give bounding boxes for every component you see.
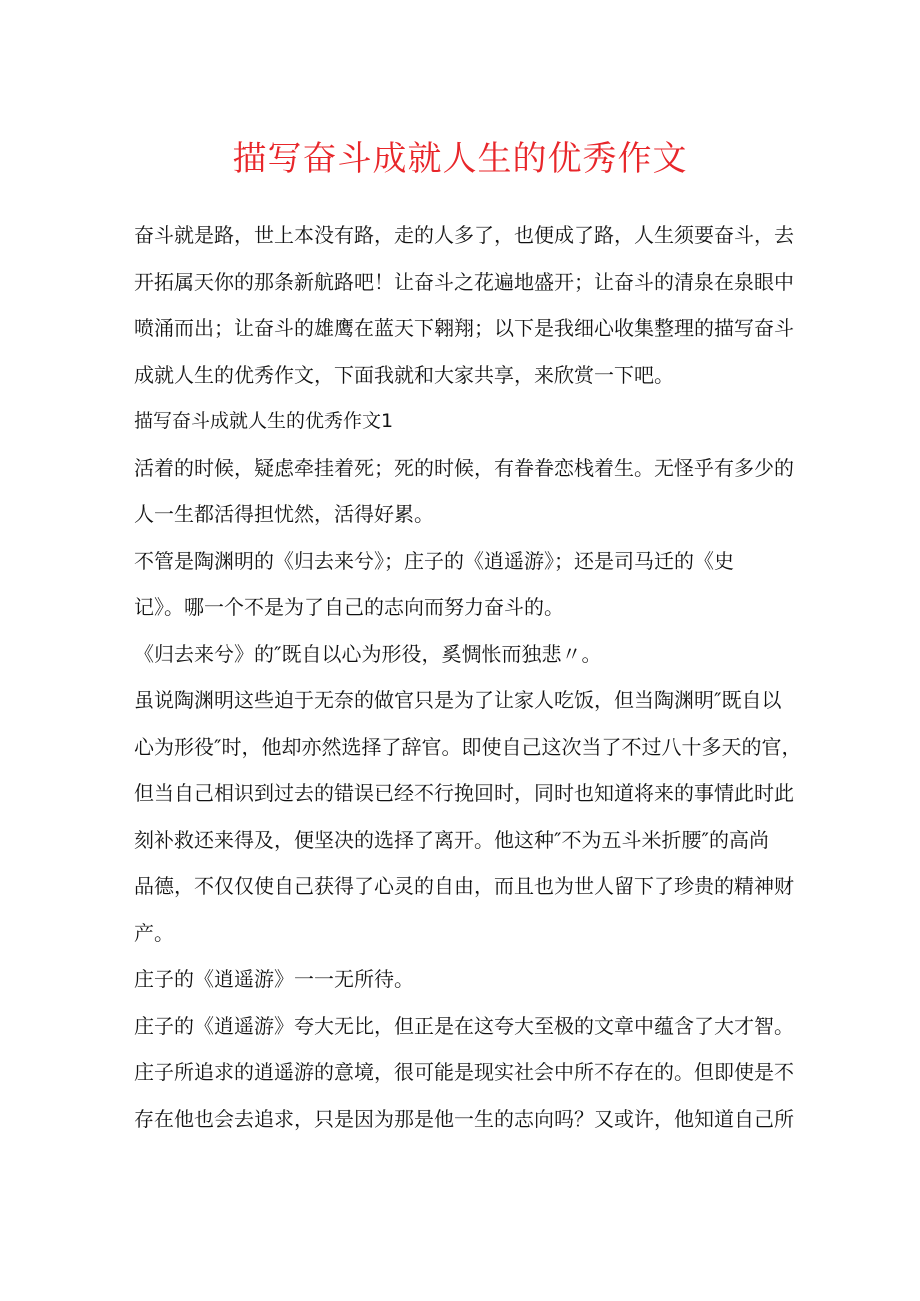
paragraph-line: 虽说陶渊明这些迫于无奈的做官只是为了让家人吃饭，但当陶渊明″既自以	[134, 688, 782, 712]
paragraph-line: 成就人生的优秀作文，下面我就和大家共享，来欣赏一下吧。	[134, 362, 674, 387]
paragraph-line: 品德，不仅仅使自己获得了心灵的自由，而且也为世人留下了珍贵的精神财	[134, 874, 794, 898]
document-body	[134, 212, 802, 1142]
paragraph-line: 庄子的《逍遥游》夸大无比，但正是在这夸大至极的文章中蕴含了大才智。	[134, 1013, 794, 1038]
paragraph-line: 心为形役″时，他却亦然选择了辞官。即使自己这次当了不过八十多天的官，	[134, 734, 802, 759]
paragraph-line: 不管是陶渊明的《归去来兮》；庄子的《逍遥游》；还是司马迁的《史	[134, 548, 734, 573]
paragraph-line: 但当自己相识到过去的错误已经不行挽回时，同时也知道将来的事情此时此	[134, 781, 794, 805]
paragraph-line: 人一生都活得担忧然，活得好累。	[134, 502, 434, 526]
paragraph-line: 存在他也会去追求，只是因为那是他一生的志向吗？又或许，他知道自己所	[134, 1106, 794, 1131]
paragraph-line: 刻补救还来得及，便坚决的选择了离开。他这种″不为五斗米折腰″的高尚	[134, 827, 769, 852]
paragraph-line: 庄子的《逍遥游》一一无所待。	[134, 967, 414, 991]
paragraph-line: 记》。哪一个不是为了自己的志向而努力奋斗的。	[134, 595, 564, 619]
paragraph-line: 产。	[134, 920, 174, 945]
paragraph-line: 《归去来兮》的″既自以心为形役，奚惆怅而独悲〃。	[134, 641, 602, 666]
paragraph-line: 喷涌而出；让奋斗的雄鹰在蓝天下翱翔；以下是我细心收集整理的描写奋斗	[134, 316, 794, 340]
section-heading: 描写奋斗成就人生的优秀作文1	[134, 410, 394, 432]
document-title: 描写奋斗成就人生的优秀作文	[232, 139, 688, 179]
paragraph-line: 活着的时候，疑虑牵挂着死；死的时候，有眷眷恋栈着生。无怪乎有多少的	[134, 455, 794, 480]
paragraph-line: 开拓属天你的那条新航路吧！让奋斗之花遍地盛开；让奋斗的清泉在泉眼中	[134, 269, 794, 294]
paragraph-line: 奋斗就是路，世上本没有路，走的人多了，也便成了路，人生须要奋斗，去	[134, 223, 794, 247]
paragraph-line: 庄子所追求的逍遥游的意境，很可能是现实社会中所不存在的。但即使是不	[134, 1060, 794, 1084]
